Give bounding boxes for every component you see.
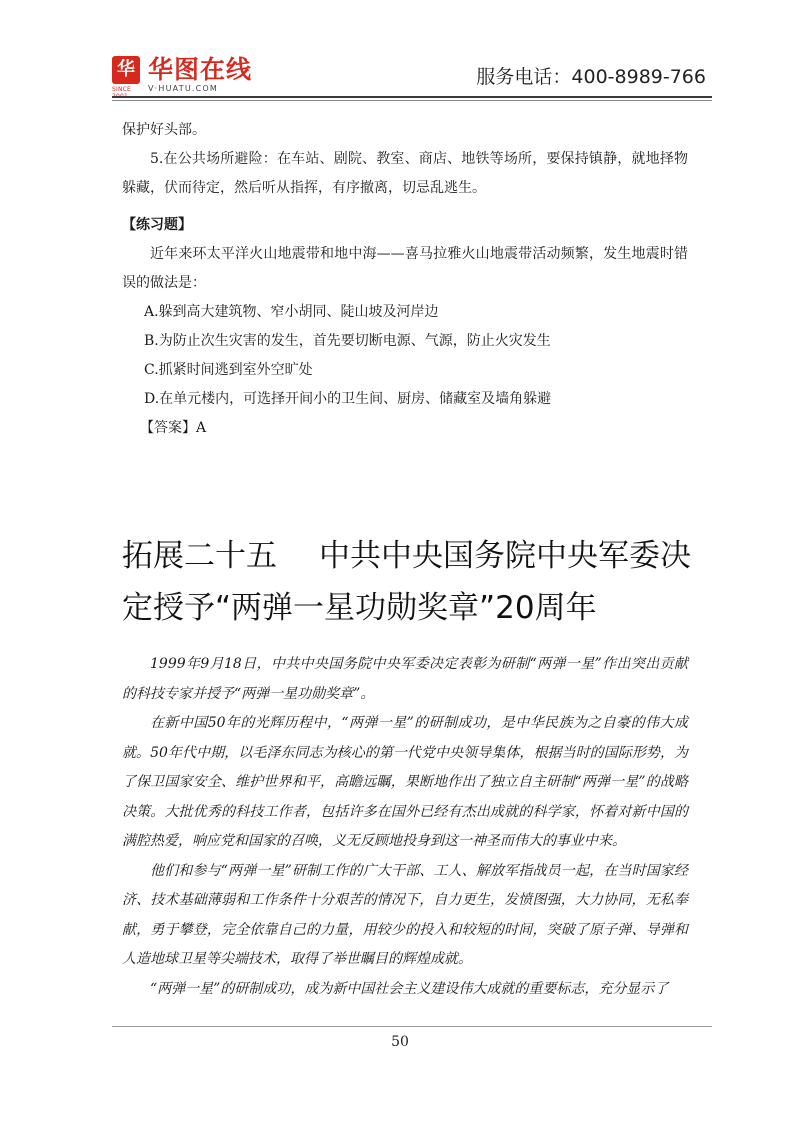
section-title (122, 530, 702, 634)
footer-divider (112, 1026, 712, 1027)
logo-since-text: SINCE 2001 (112, 86, 132, 100)
article-paragraph: 在新中国50年的光辉历程中，“两弹一星”的研制成功，是中华民族为之自豪的伟大成就。50年代中期，以毛泽东同志为核心的第一代党中央领导集体，根据当时的国际形势，为了保卫国家安全、维护世界和平，高瞻远瞩，果断地作出了独立自主研制“两弹一星”的战略决策。大批优秀的科技工作者，包括许多在国外已经有杰出成就的科学家，怀着对新中国的满腔热爱，响应党和国家的召唤，义无反顾地投身到这一神圣而伟大的事业中来。 (122, 715, 688, 849)
option-d: D.在单元楼内，可选择开间小的卫生间、厨房、储藏室及墙角躲避 (144, 391, 552, 407)
service-hotline: 服务电话：400-8989-766 (476, 66, 706, 88)
option-b: B.为防止次生灾害的发生，首先要切断电源、气源，防止火灾发生 (144, 333, 551, 349)
paragraph: 5.在公共场所避险：在车站、剧院、教室、商店、地铁等场所，要保持镇静，就地择物躲藏，伏而待定，然后听从指挥，有序撤离，切忌乱逃生。 (122, 151, 688, 196)
huatu-logo (112, 55, 253, 100)
header-divider-thin (112, 100, 712, 101)
logo-name: 华图在线 (148, 55, 253, 84)
page-header (0, 0, 800, 110)
section-title-line-1 (122, 530, 702, 582)
header-divider (112, 96, 712, 98)
option-c: C.抓紧时间逃到室外空旷处 (144, 362, 313, 378)
option-a: A.躲到高大建筑物、窄小胡同、陡山坡及河岸边 (144, 304, 439, 320)
article-body (122, 650, 688, 1004)
article-paragraph: 1999年9月18日，中共中央国务院中央军委决定表彰为研制“两弹一星”作出突出贡献的科技专家并授予“两弹一星功勋奖章”。 (122, 656, 688, 702)
section-title-text: 中共中央国务院中央军委决 (319, 538, 691, 574)
logo-url: V·HUATU.COM (148, 84, 219, 93)
exercise-question: 近年来环太平洋火山地震带和地中海——喜马拉雅火山地震带活动频繁，发生地震时错误的做法是： (122, 246, 688, 291)
article-paragraph: 他们和参与“两弹一星”研制工作的广大干部、工人、解放军指战员一起，在当时国家经济、技术基础薄弱和工作条件十分艰苦的情况下，自力更生，发愤图强，大力协同，无私奉献，勇于攀登，完全依靠自己的力量，用较少的投入和较短的时间，突破了原子弹、导弹和人造地球卫星等尖端技术，取得了举世瞩目的辉煌成就。 (122, 862, 688, 967)
article-paragraph: “两弹一星”的研制成功，成为新中国社会主义建设伟大成就的重要标志，充分显示了 (150, 980, 669, 997)
page-number: 50 (391, 1034, 409, 1050)
section-number: 拓展二十五 (122, 538, 277, 574)
logo-text (148, 56, 252, 93)
answer: 【答案】A (140, 420, 207, 436)
main-content (122, 116, 688, 443)
huatu-logo-icon: 华 (112, 56, 140, 84)
section-title-line-2: 定授予“两弹一星功勋奖章”20周年 (122, 590, 597, 626)
paragraph: 保护好头部。 (122, 122, 206, 138)
exercise-heading: 【练习题】 (122, 217, 192, 233)
